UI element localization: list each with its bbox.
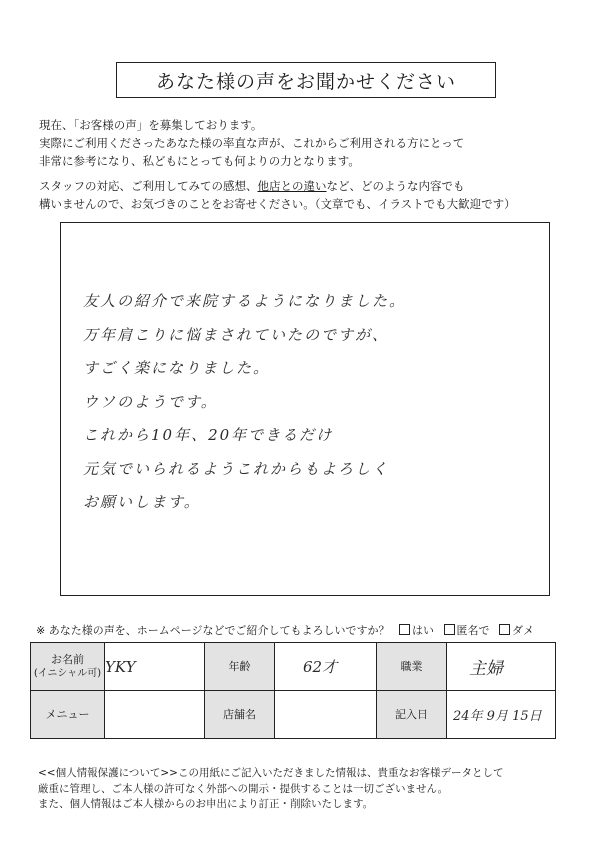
comment-line: 元気でいられるようこれからもよろしく	[83, 459, 390, 478]
date-field[interactable]: 24年 9月 15日	[447, 691, 556, 739]
comment-line: 万年肩こりに悩まされていたのですが、	[83, 325, 390, 344]
consent-question	[36, 622, 534, 638]
age-label: 年齢	[205, 643, 275, 691]
checkbox-icon	[399, 624, 410, 635]
checkbox-icon	[499, 624, 510, 635]
name-label: お名前 (イニシャル可)	[31, 643, 105, 691]
intro-line: 構いませんので、お気づきのことをお寄せください。（文章でも、イラストでも大歓迎です）	[39, 197, 516, 211]
page-title: あなた様の声をお聞かせください	[116, 62, 496, 98]
comment-line: お願いします。	[83, 493, 201, 511]
store-field[interactable]	[275, 691, 377, 739]
consent-question-text: ※ あなた様の声を、ホームページなどでご紹介してもよろしいですか？	[36, 624, 390, 637]
intro-line: 実際にご利用くださったあなた様の率直な声が、これからご利用される方にとって	[39, 136, 465, 150]
checkbox-icon	[444, 624, 455, 635]
underlined-phrase: 他店との違い	[257, 179, 327, 193]
comment-box[interactable]	[60, 222, 550, 596]
handwritten-comment	[83, 285, 406, 520]
intro-text	[39, 116, 579, 213]
menu-field[interactable]	[105, 691, 205, 739]
consent-yes-option[interactable]: はい	[399, 624, 434, 637]
comment-line: ウソのようです。	[83, 392, 218, 411]
intro-line: 非常に参考になり、私どもにとっても何よりの力となります。	[39, 154, 360, 168]
privacy-line: また、個人情報はご本人様からのお申出により訂正・削除いたします。	[38, 798, 374, 810]
store-label: 店舗名	[205, 691, 275, 739]
job-label: 職業	[377, 643, 447, 691]
comment-line: これから10年、20年できるだけ	[83, 426, 334, 444]
job-field[interactable]: 主婦	[447, 643, 556, 691]
info-table	[30, 642, 556, 739]
menu-label: メニュー	[31, 691, 105, 739]
privacy-line: <<個人情報保護について>>この用紙にご記入いただきました情報は、貴重なお客様データとして	[38, 767, 504, 779]
consent-anonymous-option[interactable]: 匿名で	[444, 624, 490, 637]
age-field[interactable]: 62才	[275, 643, 377, 691]
name-field[interactable]: YKY	[105, 643, 205, 691]
privacy-notice	[38, 766, 503, 813]
date-label: 記入日	[377, 691, 447, 739]
intro-line: 現在、「お客様の声」を募集しております。	[39, 118, 263, 132]
comment-line: すごく楽になりました。	[83, 359, 271, 377]
privacy-line: 厳重に管理し、ご本人様の許可なく外部への開示・提供することは一切ございません。	[38, 782, 449, 795]
intro-line: スタッフの対応、ご利用してみての感想、他店との違いなど、どのような内容でも	[39, 179, 465, 193]
comment-line: 友人の紹介で来院するようになりました。	[83, 292, 407, 310]
consent-no-option[interactable]: ダメ	[499, 624, 534, 637]
